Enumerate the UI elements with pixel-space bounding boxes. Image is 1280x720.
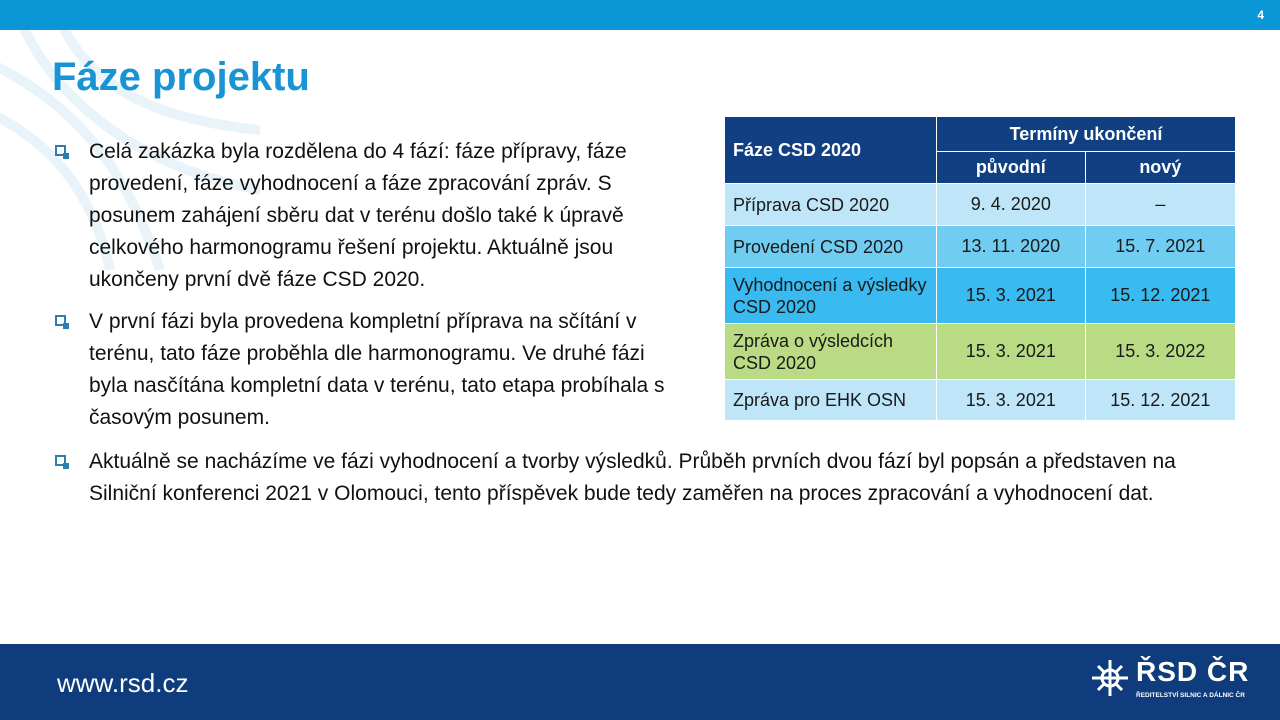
bullet-text: V první fázi byla provedena kompletní příprava na sčítání v terénu, tato fáze proběhla dle harmonogramu. Ve druhé fázi byla nasčítána kompletní data v terénu, tato etapa probíhala s časovým posunem. [89, 310, 665, 429]
page-number: 4 [1257, 8, 1264, 22]
phase-label: Vyhodnocení a výsledky CSD 2020 [725, 268, 937, 324]
original-date: 15. 3. 2021 [937, 324, 1086, 380]
logo-subtext: ŘEDITELSTVÍ SILNIC A DÁLNIC ČR [1136, 692, 1245, 699]
rsd-logo [1090, 658, 1260, 708]
table-row [725, 226, 1236, 268]
phase-label: Provedení CSD 2020 [725, 226, 937, 268]
table-row [725, 380, 1236, 421]
header-phase: Fáze CSD 2020 [725, 117, 937, 184]
header-original: původní [937, 152, 1086, 184]
phase-label: Zpráva pro EHK OSN [725, 380, 937, 421]
new-date: 15. 7. 2021 [1085, 226, 1235, 268]
footer-bar [0, 644, 1280, 720]
original-date: 15. 3. 2021 [937, 380, 1086, 421]
phase-label: Příprava CSD 2020 [725, 184, 937, 226]
header-new: nový [1085, 152, 1235, 184]
bullet-item-2 [55, 306, 675, 434]
table-row [725, 324, 1236, 380]
header-completion-dates: Termíny ukončení [937, 117, 1236, 152]
checkbox-bullet-icon [55, 315, 66, 326]
page-title: Fáze projektu [52, 55, 310, 99]
phase-schedule-table [724, 116, 1236, 421]
checkbox-bullet-icon [55, 145, 66, 156]
checkbox-bullet-icon [55, 455, 66, 466]
top-bar [0, 0, 1280, 30]
website-link[interactable]: www.rsd.cz [57, 668, 189, 698]
new-date: – [1085, 184, 1235, 226]
original-date: 15. 3. 2021 [937, 268, 1086, 324]
bullet-item-3 [55, 446, 1235, 510]
new-date: 15. 12. 2021 [1085, 268, 1235, 324]
new-date: 15. 12. 2021 [1085, 380, 1235, 421]
table-row [725, 268, 1236, 324]
table-row [725, 184, 1236, 226]
bullet-text: Celá zakázka byla rozdělena do 4 fází: fáze přípravy, fáze provedení, fáze vyhodnocení a fáze zpracování zpráv. S posunem zahájení sběru dat v terénu došlo také k úpravě celkového harmonogramu řešení projektu. Aktuálně jsou ukončeny první dvě fáze CSD 2020. [89, 140, 627, 291]
table-header-row [725, 117, 1236, 152]
bullet-item-1 [55, 136, 675, 296]
bullet-text: Aktuálně se nacházíme ve fázi vyhodnocení a tvorby výsledků. Průběh prvních dvou fází byl popsán a představen na Silniční konferenci 2021 v Olomouci, tento příspěvek bude tedy zaměřen na proces zpracování a vyhodnocení dat. [89, 450, 1176, 505]
new-date: 15. 3. 2022 [1085, 324, 1235, 380]
phase-label: Zpráva o výsledcích CSD 2020 [725, 324, 937, 380]
logo-text: ŘSD ČR [1136, 656, 1250, 687]
original-date: 9. 4. 2020 [937, 184, 1086, 226]
original-date: 13. 11. 2020 [937, 226, 1086, 268]
road-junction-icon [1090, 658, 1130, 698]
